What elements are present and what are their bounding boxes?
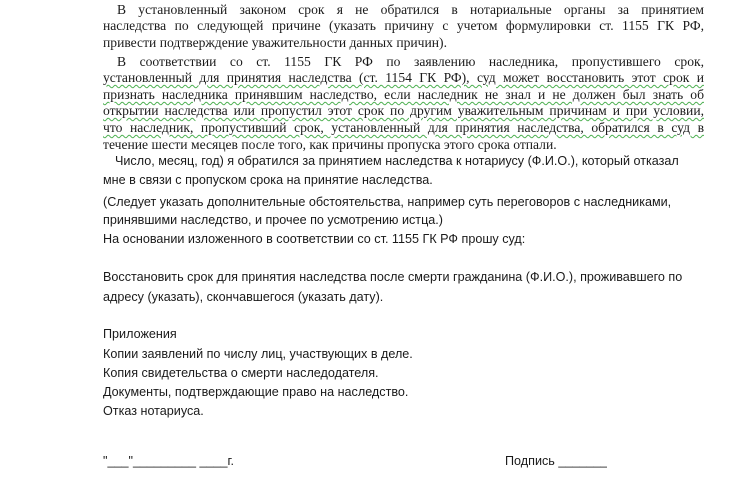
attachment-item: Документы, подтверждающие право на наследство.: [103, 385, 409, 399]
paragraph-2-line-2: установленный для принятия наследства (ст. 1154 ГК РФ), суд может восстановить этот срок и: [103, 70, 704, 85]
paragraph-1-line-1: В установленный законом срок я не обратился в нотариальные органы за принятием: [117, 2, 704, 17]
paragraph-1-line-3: привести подтверждение уважительности данных причин).: [103, 35, 447, 50]
paragraph-2-line-3: признать наследника принявшим наследство, если наследник не знал и не должен был знать об: [103, 87, 704, 102]
request-line-1: Восстановить срок для принятия наследства после смерти гражданина (Ф.И.О.), проживавшего по: [103, 270, 683, 284]
paragraph-2-line-4: открытии наследства или пропустил этот срок по другим уважительным причинам и при условии,: [103, 103, 704, 118]
attachment-item: Копия свидетельства о смерти наследодателя.: [103, 366, 379, 380]
paragraph-3-line-1: Число, месяц, год) я обратился за принятием наследства к нотариусу (Ф.И.О.), который отказал: [115, 154, 679, 168]
paragraph-2-line-5: что наследник, пропустивший срок, установленный для принятия наследства, обратился в суд в: [103, 120, 704, 135]
request-intro: На основании изложенного в соответствии со ст. 1155 ГК РФ прошу суд:: [103, 232, 526, 246]
paragraph-2-line-1: В соответствии со ст. 1155 ГК РФ по заявлению наследника, пропустившего срок,: [117, 54, 704, 69]
attachment-item: Отказ нотариуса.: [103, 404, 204, 418]
paragraph-4-line-2: принявшими наследство, и прочее по усмотрению истца.): [103, 213, 443, 227]
paragraph-4-line-1: (Следует указать дополнительные обстоятельства, например суть переговоров с наследниками,: [103, 195, 672, 209]
paragraph-3-line-2: мне в связи с пропуском срока на принятие наследства.: [103, 173, 433, 187]
attachments-title: Приложения: [103, 327, 177, 341]
paragraph-2-line-6: течение шести месяцев после того, как причины пропуска этого срока отпали.: [103, 137, 557, 152]
date-field: "___"_________ ____г.: [103, 454, 235, 468]
request-line-2: адресу (указать), скончавшегося (указать дату).: [103, 290, 384, 304]
paragraph-1-line-2: наследства по следующей причине (указать причину с учетом формулировки ст. 1155 ГК РФ,: [103, 18, 704, 33]
attachment-item: Копии заявлений по числу лиц, участвующих в деле.: [103, 347, 413, 361]
signature-field: Подпись _______: [505, 454, 608, 468]
